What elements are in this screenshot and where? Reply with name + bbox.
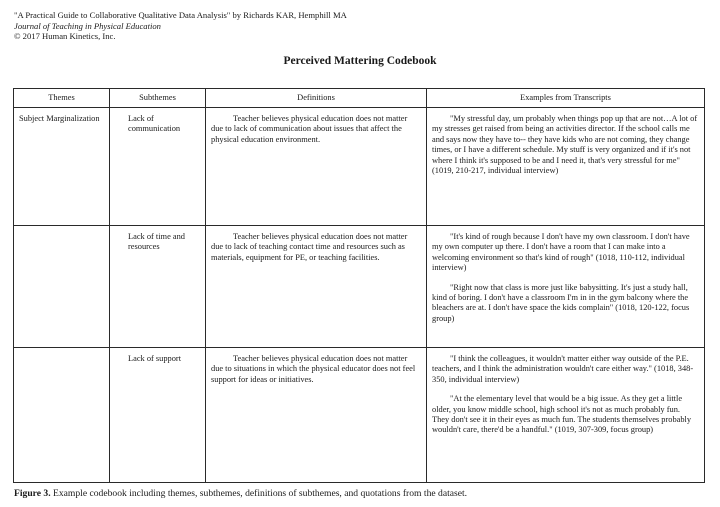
- table-row: [14, 348, 705, 483]
- table-header-row: [14, 89, 705, 108]
- example-quote: "I think the colleagues, it wouldn't matter either way outside of the P.E. teachers, and I think the administration wouldn't care either way." (1018, 348-350, individual interview): [432, 354, 694, 384]
- theme-cell-empty: [14, 226, 110, 348]
- header-definitions: Definitions: [206, 89, 427, 108]
- definition-cell: Teacher believes physical education does not matter due to lack of teaching contact time and resources such as materials, equipment for PE, or teaching facilities.: [206, 226, 427, 348]
- subtheme-cell: Lack of time and resources: [110, 226, 206, 348]
- subtheme-cell: Lack of communication: [110, 108, 206, 226]
- definition-cell: Teacher believes physical education does not matter due to situations in which the physical educator does not feel support for ideas or initiatives.: [206, 348, 427, 483]
- example-quote: "At the elementary level that would be a big issue. As they get a little older, you know middle school, high school it's not as much probably fun. They don't see it in their eyes as much fun. The students themselves probably wouldn't care, there'd be a handful." (1019, 307-309, focus group): [432, 394, 692, 435]
- theme-cell-empty: [14, 348, 110, 483]
- figure-caption-text: Example codebook including themes, subthemes, definitions of subthemes, and quotations from the dataset.: [50, 488, 468, 499]
- theme-cell: Subject Marginalization: [14, 108, 110, 226]
- citation-line-source: "A Practical Guide to Collaborative Qualitative Data Analysis" by Richards KAR, Hemphill MA: [14, 10, 347, 20]
- page-title: Perceived Mattering Codebook: [283, 55, 437, 67]
- definition-cell: Teacher believes physical education does not matter due to lack of communication about issues that affect the physical education environment.: [206, 108, 427, 226]
- examples-cell: [427, 226, 705, 348]
- figure-label: Figure 3.: [14, 488, 51, 499]
- header-subthemes: Subthemes: [110, 89, 206, 108]
- example-quote: "It's kind of rough because I don't have my own classroom. I don't have my own computer up there. I don't have a room that I can make into a welcoming environment so that's kind of rough" (1018, 110-112, individual interview): [432, 232, 690, 273]
- citation-line-copyright: © 2017 Human Kinetics, Inc.: [14, 31, 116, 42]
- examples-cell: [427, 108, 705, 226]
- codebook-table: [13, 88, 705, 483]
- citation-block: [14, 10, 347, 42]
- figure-caption: [14, 488, 467, 499]
- citation-line-journal: Journal of Teaching in Physical Education: [14, 20, 161, 31]
- subtheme-cell: Lack of support: [110, 348, 206, 483]
- header-examples: Examples from Transcripts: [427, 89, 705, 108]
- table-row: [14, 108, 705, 226]
- examples-cell: [427, 348, 705, 483]
- example-quote: "My stressful day, um probably when things pop up that are not…A lot of my stresses get raised from being an activities director. If the school calls me and says now they have to-- they have kids who are not coming, they change times, or I have a different schedule. My stuff is very organized and if it's not where I think it's supposed to be and I need it, that's very stressful for me" (1019, 210-217, individual interview): [432, 114, 698, 176]
- table-row: [14, 226, 705, 348]
- example-quote: "Right now that class is more just like babysitting. It's just a study hall, kind of boring. I don't have a classroom I'm in in the gym balcony where the bleachers are at. I don't have space the kids complain" (1018, 120-122, focus group): [432, 282, 690, 323]
- header-themes: Themes: [14, 89, 110, 108]
